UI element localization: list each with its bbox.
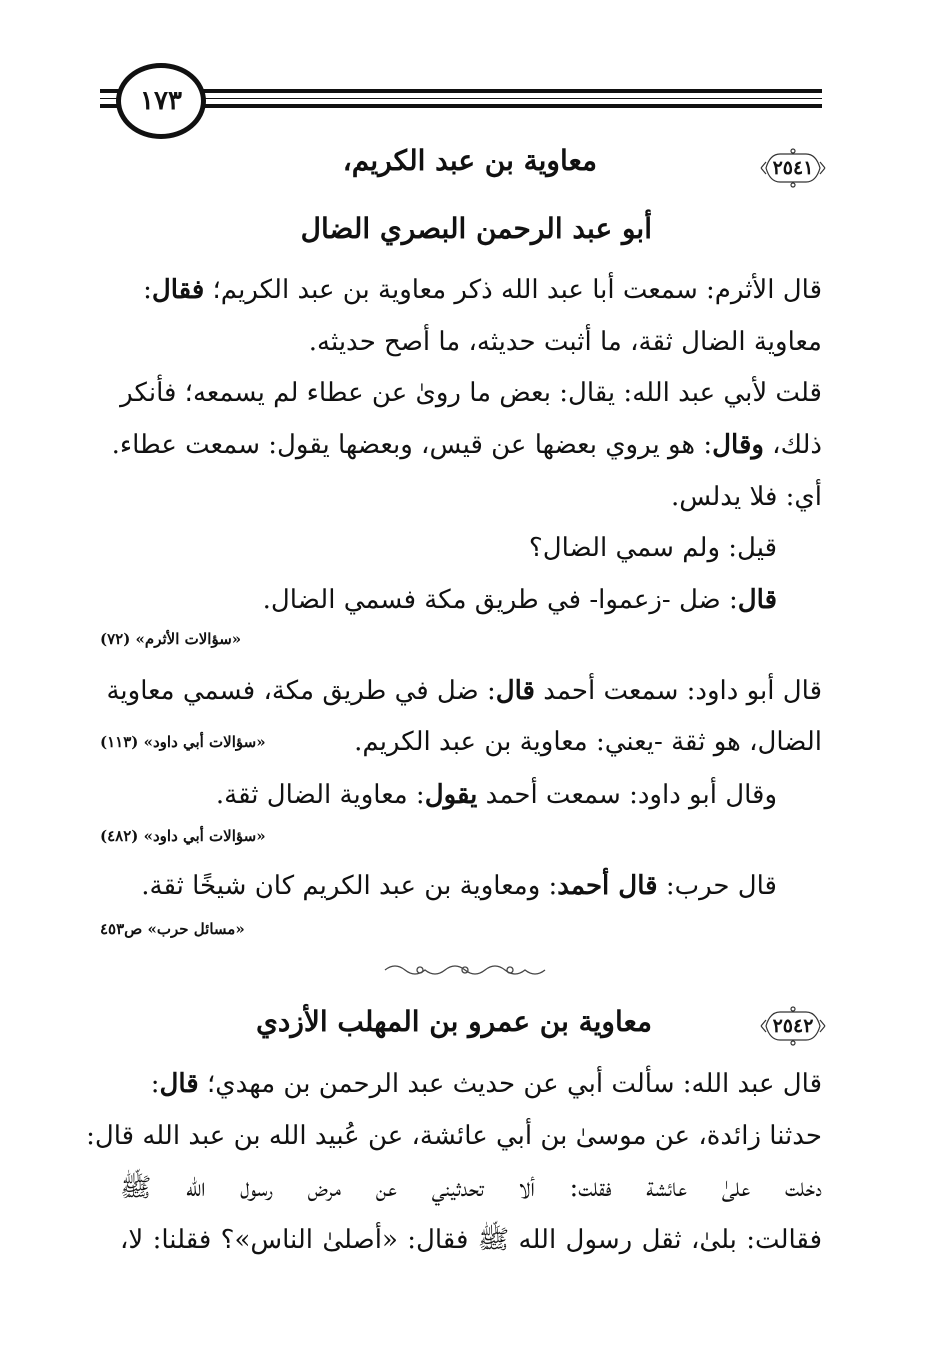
text-segment: الضال، هو ثقة -يعني: معاوية بن عبد الكريم. [354, 727, 822, 757]
text-segment: : ضل في طريق مكة، فسمي معاوية [106, 676, 496, 706]
entry-number-badge [758, 148, 828, 188]
header-rule-top [100, 89, 822, 93]
text-segment: قال أبو داود: سمعت أحمد [534, 676, 822, 706]
entry-number: ٢٥٤١ [772, 157, 814, 179]
text-segment: : [143, 275, 152, 305]
text-line [106, 671, 822, 711]
bold-keyword: وقال [712, 430, 764, 460]
text-segment: حدثنا زائدة، عن موسىٰ بن أبي عائشة، عن عُبيد الله بن عبد الله قال: [86, 1121, 822, 1151]
source-reference: «مسائل حرب» ص٤٥٣ [100, 920, 245, 938]
text-segment: : معاوية الضال ثقة. [215, 780, 425, 810]
text-segment: دخلت علىٰ عائشة فقلت: ألا تحدثيني عن مرض رسول الله ﷺ [120, 1173, 822, 1203]
text-segment: : ومعاوية بن عبد الكريم كان شيخًا ثقة. [141, 871, 558, 901]
text-segment: قال عبد الله: سألت أبي عن حديث عبد الرحمن بن مهدي؛ [198, 1069, 822, 1099]
text-segment: : هو يروي بعضها عن قيس، وبعضها يقول: سمعت عطاء. [111, 430, 713, 460]
bold-keyword: قال أحمد [557, 871, 658, 901]
page-number [116, 63, 206, 139]
text-segment: وقال أبو داود: سمعت أحمد [477, 780, 777, 810]
bold-keyword: قال [737, 585, 777, 615]
bold-keyword: قال [495, 676, 535, 706]
text-segment: معاوية الضال ثقة، ما أثبت حديثه، ما أصح حديثه. [308, 327, 822, 357]
entry-subtitle: أبو عبد الرحمن البصري الضال [300, 212, 652, 245]
section-divider-ornament [380, 962, 550, 978]
page-number-text: ١٧٣ [140, 86, 182, 116]
text-segment: قال حرب: [657, 871, 777, 901]
source-reference: «سؤالات الأثرم» (٧٢) [100, 630, 242, 648]
source-reference: «سؤالات أبي داود» (٤٨٢) [100, 827, 266, 845]
entry-title: معاوية بن عبد الكريم، [342, 144, 597, 177]
bold-keyword: قال [159, 1069, 199, 1099]
text-segment: قيل: ولم سمي الضال؟ [528, 533, 777, 563]
text-line [120, 322, 822, 362]
text-segment: ذلك، [763, 430, 822, 460]
text-line [120, 477, 822, 517]
header-rule-bottom [100, 104, 822, 108]
text-segment: فقالت: بلىٰ، ثقل رسول الله ﷺ فقال: «أصلىٰ الناس»؟ فقلنا: لا، [120, 1225, 822, 1255]
text-segment: قال الأثرم: سمعت أبا عبد الله ذكر معاوية بن عبد الكريم؛ [204, 275, 822, 305]
entry-number: ٢٥٤٢ [772, 1015, 814, 1037]
text-segment: : [150, 1069, 160, 1099]
text-line [143, 270, 822, 310]
text-line [177, 775, 777, 815]
source-reference: «سؤالات أبي داود» (١١٣) [100, 733, 266, 751]
text-line [120, 1168, 822, 1208]
text-line [150, 1064, 822, 1104]
text-line [177, 580, 777, 620]
text-segment: : ضل -زعموا- في طريق مكة فسمي الضال. [262, 585, 738, 615]
header-rule-middle [100, 98, 822, 99]
entry-number-badge [758, 1006, 828, 1046]
bold-keyword: يقول [424, 780, 478, 810]
text-line [111, 425, 822, 465]
text-segment: أي: فلا يدلس. [670, 482, 822, 512]
text-line [141, 866, 777, 906]
text-line [177, 528, 777, 568]
text-line [120, 1220, 822, 1260]
text-segment: قلت لأبي عبد الله: يقال: بعض ما روىٰ عن عطاء لم يسمعه؛ فأنكر [120, 378, 822, 408]
text-line [120, 373, 822, 413]
bold-keyword: فقال [151, 275, 205, 305]
entry-title: معاوية بن عمرو بن المهلب الأزدي [255, 1005, 652, 1038]
text-line [302, 722, 822, 762]
text-line [86, 1116, 822, 1156]
